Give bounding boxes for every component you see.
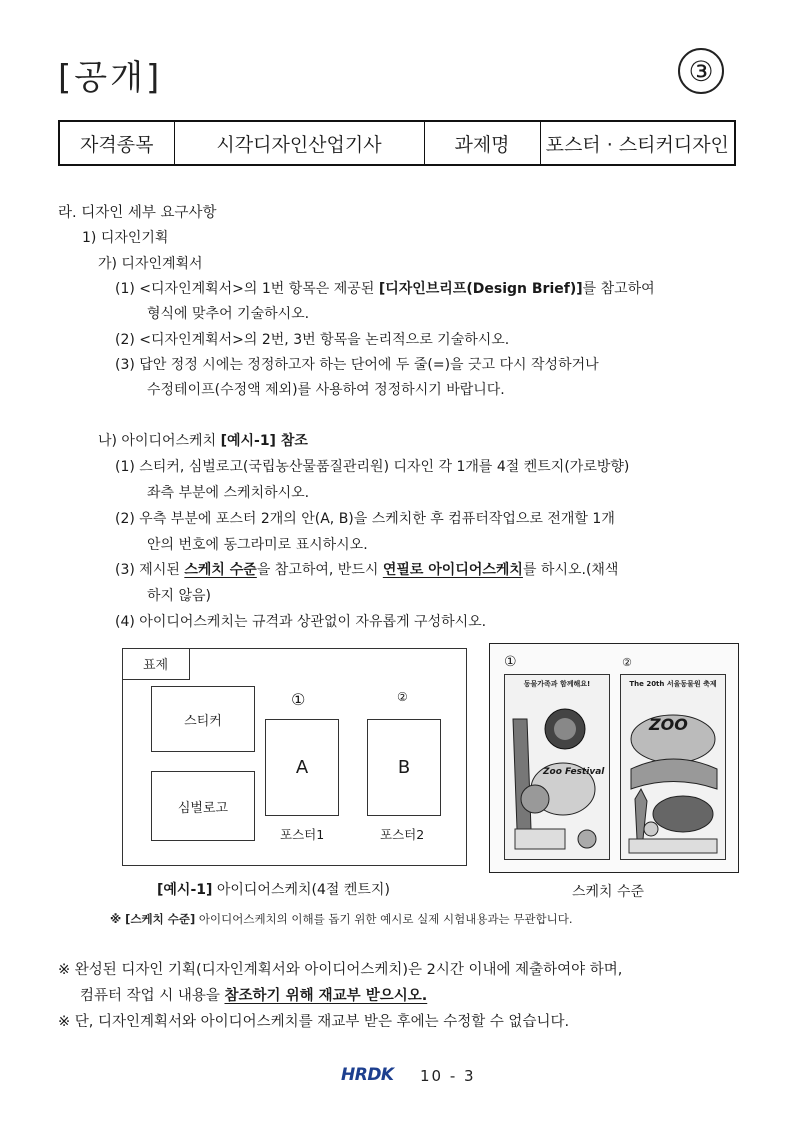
reissue-note: ※ 단, 디자인계획서와 아이디어스케치를 재교부 받은 후에는 수정할 수 없습니다. — [58, 1014, 570, 1030]
sketch-level-note: ※ [스케치 수준] 아이디어스케치의 이해를 돕기 위한 예시로 실제 시험내용과는 무관합니다. — [110, 912, 573, 926]
selected-mark-1: ① — [291, 690, 306, 709]
sketch-poster-2-title: The 20th 서울동물원 축제 — [629, 680, 717, 688]
sketch-mark-2: ② — [622, 656, 632, 669]
sketch-item-1: (1) 스티커, 심벌로고(국립농산물품질관리원) 디자인 각 1개를 4절 켄트지(가로방향) — [115, 459, 630, 475]
page-number: 10 - 3 — [420, 1067, 476, 1085]
subsection-idea-sketch: 나) 아이디어스케치 [예시-1] 참조 — [98, 433, 308, 449]
sketch-poster-2-logo: ZOO — [649, 715, 688, 734]
sketch-mark-1: ① — [504, 654, 517, 670]
title-corner-label: 표제 — [122, 648, 190, 680]
sketch-item-1-cont: 좌측 부분에 스케치하시오. — [147, 485, 310, 501]
poster2-label: 포스터2 — [380, 827, 425, 842]
figure-caption-example: [예시-1] 아이디어스케치(4절 켄트지) — [157, 882, 390, 898]
sketch-item-3: (3) 제시된 스케치 수준을 참고하여, 반드시 연필로 아이디어스케치를 하시오.(채색 — [115, 562, 619, 578]
plan-item-3: (3) 답안 정정 시에는 정정하고자 하는 단어에 두 줄(=)을 긋고 다시 작성하거나 — [115, 357, 599, 373]
sticker-area: 스티커 — [151, 686, 255, 752]
sketch-item-3-cont: 하지 않음) — [147, 588, 212, 604]
plan-item-1: (1) <디자인계획서>의 1번 항목은 제공된 [디자인브리프(Design Brief)]를 참고하여 — [115, 281, 655, 297]
poster-b-area: B — [367, 719, 441, 816]
field-value: 시각디자인산업기사 — [174, 121, 424, 165]
poster-a-area: A — [265, 719, 339, 816]
sketch-item-2: (2) 우측 부분에 포스터 2개의 안(A, B)을 스케치한 후 컴퓨터작업으로 전개할 1개 — [115, 511, 615, 527]
plan-item-2: (2) <디자인계획서>의 2번, 3번 항목을 논리적으로 기술하시오. — [115, 332, 510, 348]
sketch-poster-1-title: 동물가족과 함께해요! — [523, 680, 591, 688]
sketch-level-image — [489, 643, 739, 873]
poster1-label: 포스터1 — [280, 827, 325, 842]
public-label: [공개] — [58, 58, 163, 98]
mark-2: ② — [397, 690, 408, 704]
section-title: 라. 디자인 세부 요구사항 — [58, 205, 217, 221]
sketch-poster-2 — [620, 674, 726, 860]
sketch-level-caption: 스케치 수준 — [572, 884, 645, 900]
subsection-planning: 1) 디자인기획 — [82, 230, 169, 246]
sketch-poster-1-logo: Zoo Festival — [543, 767, 605, 777]
submission-note-line2: 컴퓨터 작업 시 내용을 참조하기 위해 재교부 받으시오. — [80, 988, 428, 1004]
task-value: 포스터 · 스티커디자인 — [540, 121, 735, 165]
hrdk-logo: HRDK — [341, 1065, 394, 1085]
submission-note-line1: ※ 완성된 디자인 기획(디자인계획서와 아이디어스케치)은 2시간 이내에 제출하여야 하며, — [58, 962, 623, 978]
sketch-poster-1 — [504, 674, 610, 860]
field-label: 자격종목 — [59, 121, 174, 165]
plan-item-1-cont: 형식에 맞추어 기술하시오. — [147, 306, 310, 322]
subsection-design-plan: 가) 디자인계획서 — [98, 256, 203, 272]
sketch-item-4: (4) 아이디어스케치는 규격과 상관없이 자유롭게 구성하시오. — [115, 614, 487, 630]
plan-item-3-cont: 수정테이프(수정액 제외)를 사용하여 정정하시기 바랍니다. — [147, 382, 505, 398]
task-label: 과제명 — [424, 121, 540, 165]
info-table — [58, 120, 736, 166]
sketch-item-2-cont: 안의 번호에 동그라미로 표시하시오. — [147, 537, 368, 553]
symbol-logo-area: 심벌로고 — [151, 771, 255, 841]
page-circle-number: ③ — [678, 48, 724, 94]
